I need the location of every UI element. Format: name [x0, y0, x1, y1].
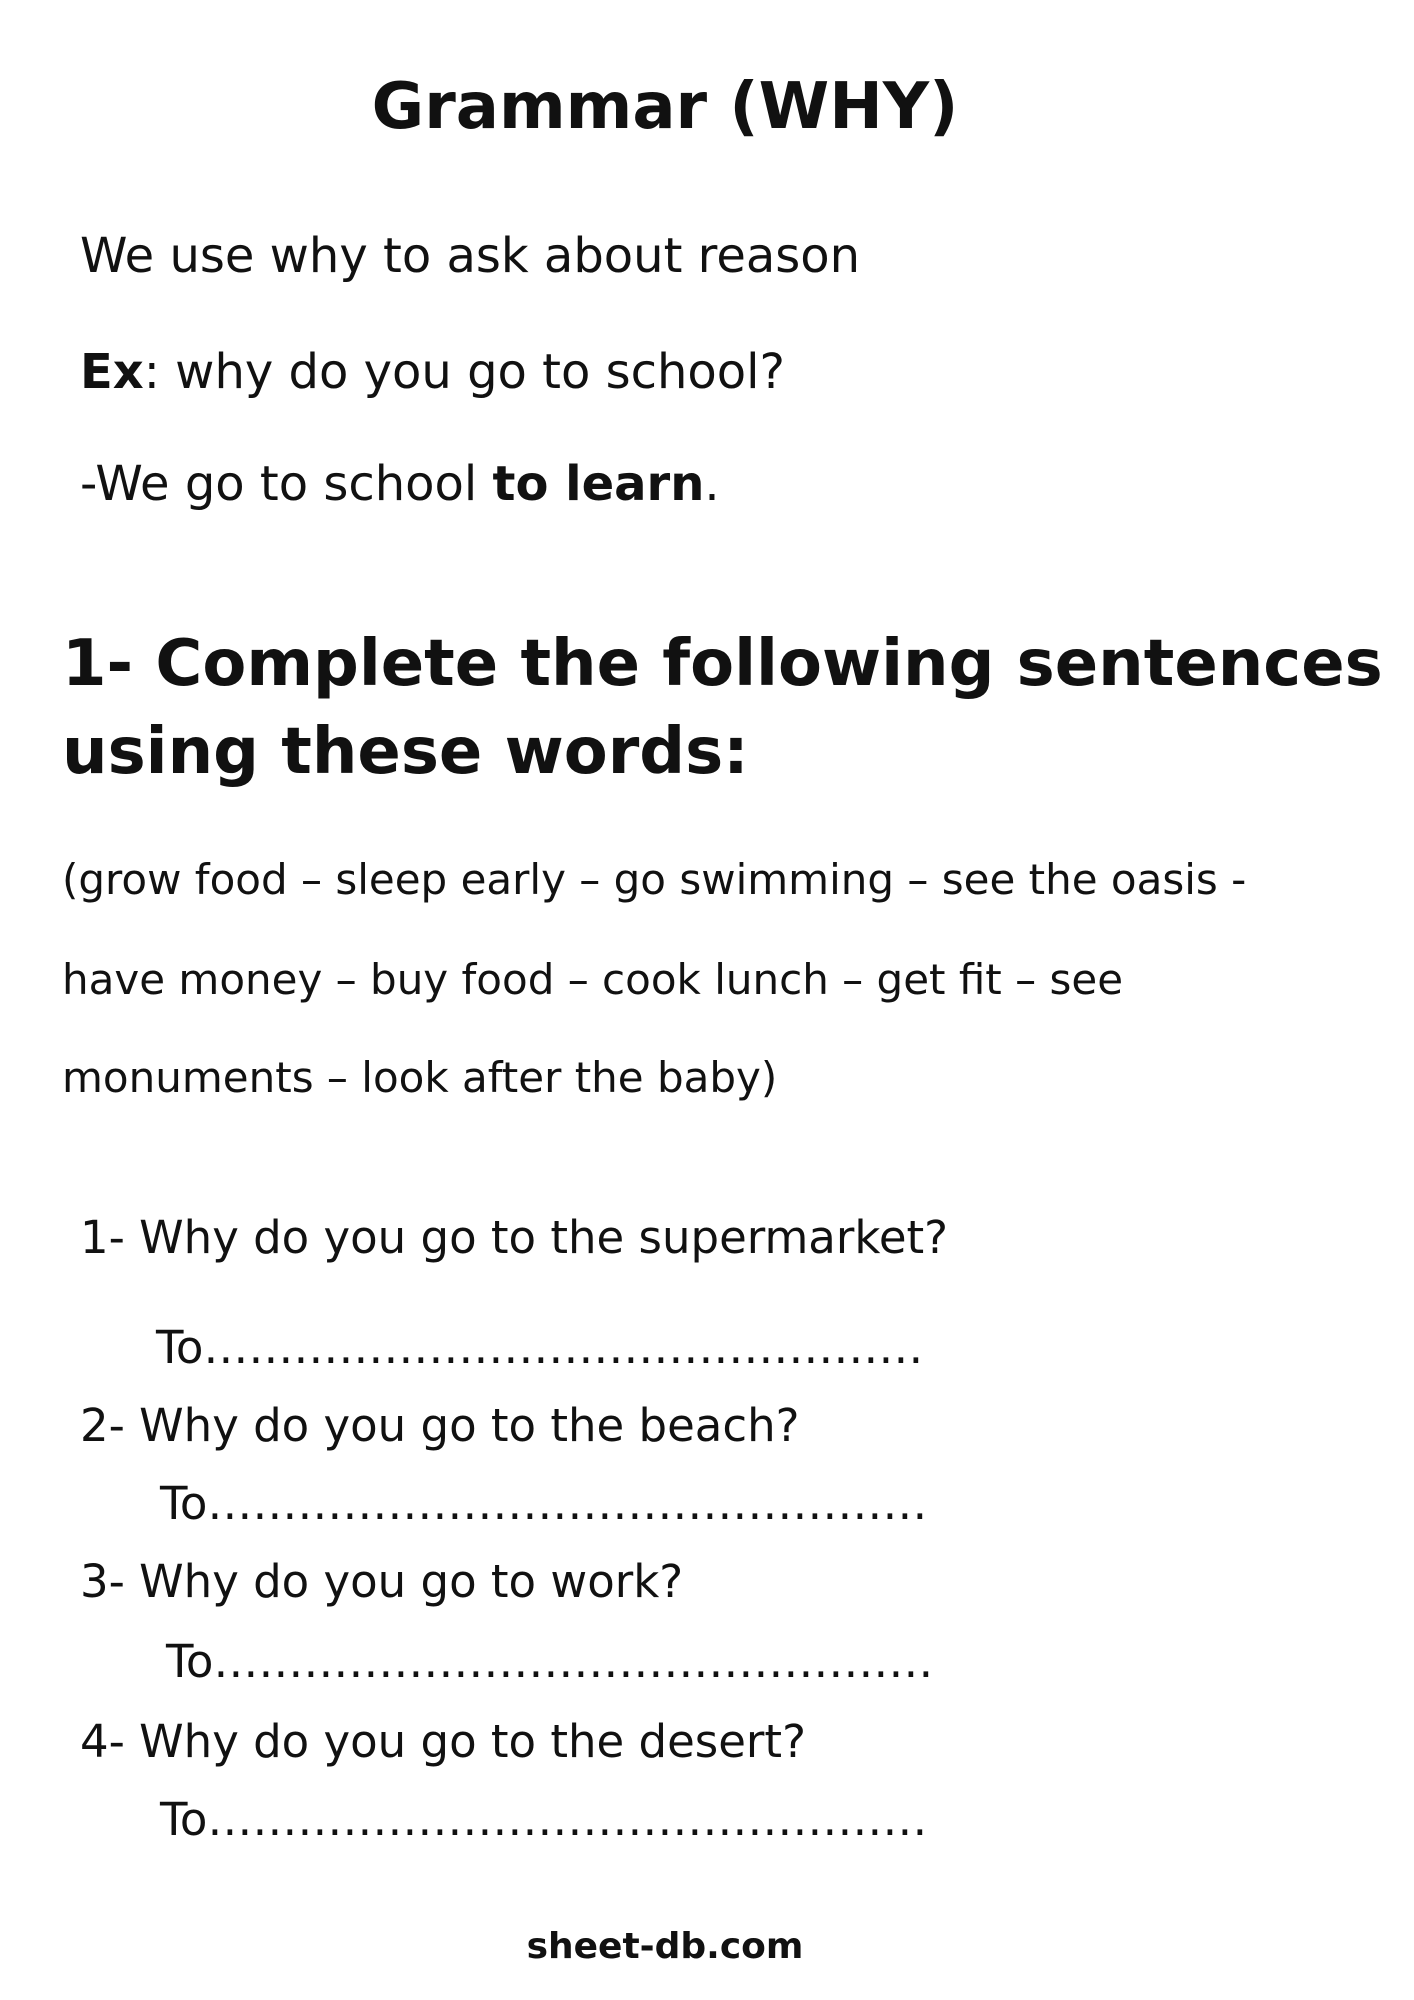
answer-blank-3[interactable]: To…………………………………………: [166, 1635, 934, 1688]
page-title: Grammar (WHY): [371, 70, 959, 144]
exercise-heading: [62, 620, 1383, 796]
word-bank-line: monuments – look after the baby): [62, 1053, 778, 1102]
exercise-heading-line-2: using these words:: [62, 715, 749, 789]
question-2: 2- Why do you go to the beach?: [80, 1399, 800, 1452]
example-answer-prefix: -We go to school: [80, 456, 493, 512]
example-label: Ex: [80, 344, 144, 400]
answer-blank-2[interactable]: To…………………………………………: [160, 1477, 928, 1530]
exercise-heading-line-1: 1- Complete the following sentences: [62, 627, 1383, 701]
example-question: [80, 340, 785, 404]
word-bank-line: (grow food – sleep early – go swimming – see the oasis -: [62, 855, 1247, 904]
example-answer-suffix: .: [704, 456, 720, 512]
rule-text: We use why to ask about reason: [80, 228, 861, 284]
example-answer: [80, 452, 720, 516]
example-answer-bold: to learn: [492, 456, 705, 512]
question-1: 1- Why do you go to the supermarket?: [80, 1211, 949, 1264]
footer-site-name: sheet-db.com: [526, 1926, 804, 1967]
answer-blank-4[interactable]: To…………………………………………: [160, 1793, 928, 1846]
answer-blank-1[interactable]: To…………………………………………: [156, 1321, 924, 1374]
question-4: 4- Why do you go to the desert?: [80, 1715, 806, 1768]
example-text: : why do you go to school?: [143, 344, 785, 400]
word-bank-line: have money – buy food – cook lunch – get fit – see: [62, 955, 1124, 1004]
question-3: 3- Why do you go to work?: [80, 1555, 684, 1608]
